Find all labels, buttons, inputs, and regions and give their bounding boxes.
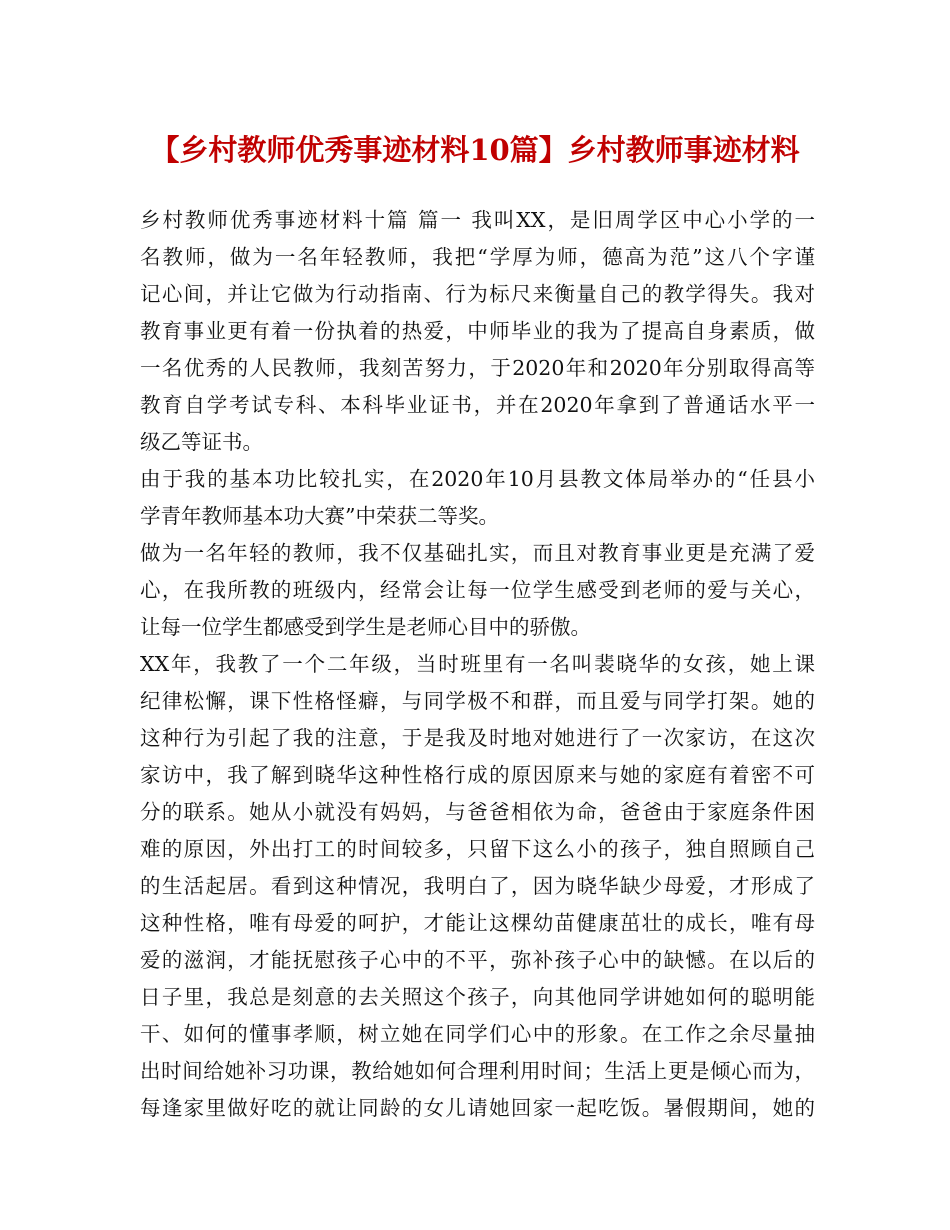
body-line: XX年，我教了一个二年级，当时班里有一名叫裴晓华的女孩，她上课 <box>140 652 815 676</box>
body-line: 难的原因，外出打工的时间较多，只留下这么小的孩子，独自照顾自己 <box>140 837 815 861</box>
body-line: 级乙等证书。 <box>140 430 263 454</box>
body-line: 做为一名年轻的教师，我不仅基础扎实，而且对教育事业更是充满了爱 <box>140 541 815 565</box>
body-line: 心，在我所教的班级内，经常会让每一位学生感受到老师的爱与关心， <box>140 578 815 602</box>
body-line: 的生活起居。看到这种情况，我明白了，因为晓华缺少母爱，才形成了 <box>140 874 815 898</box>
body-line: 纪律松懈，课下性格怪癖，与同学极不和群，而且爱与同学打架。她的 <box>140 689 815 713</box>
document-body <box>140 202 815 1127</box>
body-line: 家访中，我了解到晓华这种性格行成的原因原来与她的家庭有着密不可 <box>140 763 815 787</box>
body-line: 教育事业更有着一份执着的热爱，中师毕业的我为了提高自身素质，做 <box>140 319 815 343</box>
body-line: 名教师，做为一名年轻教师，我把“学厚为师，德高为范”这八个字谨 <box>140 245 815 269</box>
body-line: 分的联系。她从小就没有妈妈，与爸爸相依为命，爸爸由于家庭条件困 <box>140 800 815 824</box>
body-line: 这种行为引起了我的注意，于是我及时地对她进行了一次家访，在这次 <box>140 726 815 750</box>
body-line: 日子里，我总是刻意的去关照这个孩子，向其他同学讲她如何的聪明能 <box>140 985 815 1009</box>
body-line: 这种性格，唯有母爱的呵护，才能让这棵幼苗健康茁壮的成长，唯有母 <box>140 911 815 935</box>
document-title: 【乡村教师优秀事迹材料10篇】乡村教师事迹材料 <box>150 133 800 167</box>
body-line: 教育自学考试专科、本科毕业证书，并在2020年拿到了普通话水平一 <box>140 393 815 417</box>
body-line: 每逢家里做好吃的就让同龄的女儿请她回家一起吃饭。暑假期间，她的 <box>140 1096 815 1120</box>
body-line: 一名优秀的人民教师，我刻苦努力，于2020年和2020年分别取得高等 <box>140 356 815 380</box>
body-line: 由于我的基本功比较扎实，在2020年10月县教文体局举办的“任县小 <box>140 467 815 491</box>
body-line: 乡村教师优秀事迹材料十篇 篇一 我叫XX，是旧周学区中心小学的一 <box>140 208 815 232</box>
body-line: 让每一位学生都感受到学生是老师心目中的骄傲。 <box>140 615 591 639</box>
body-line: 干、如何的懂事孝顺，树立她在同学们心中的形象。在工作之余尽量抽 <box>140 1022 815 1046</box>
body-line: 学青年教师基本功大赛”中荣获二等奖。 <box>140 504 499 528</box>
body-line: 爱的滋润，才能抚慰孩子心中的不平，弥补孩子心中的缺憾。在以后的 <box>140 948 815 972</box>
body-line: 记心间，并让它做为行动指南、行为标尺来衡量自己的教学得失。我对 <box>140 282 815 306</box>
body-line: 出时间给她补习功课，教给她如何合理利用时间；生活上更是倾心而为， <box>140 1059 815 1083</box>
